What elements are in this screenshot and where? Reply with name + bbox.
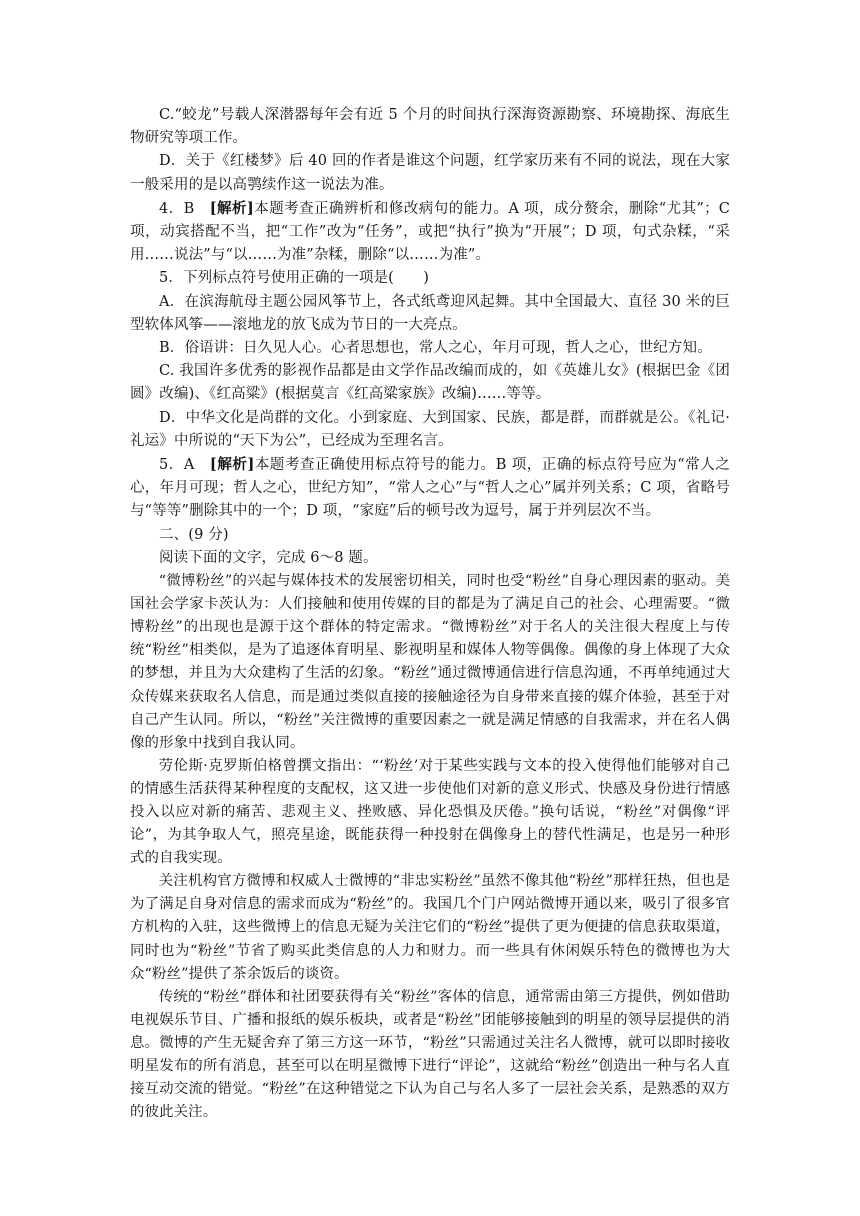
document-body [130,104,730,1124]
answer-4-explanation [130,197,730,268]
analysis-text: 本题考查正确使用标点符号的能力。B 项，正确的标点符号应为“常人之心，年月可现；哲人之心，世纪方知”，“常人之心”与“哲人之心”属并列关系；C 项，省略号与“等等”删除其中的一个；D 项，“家庭”后的顿号改为逗号，属于并列层次不当。 [130,457,731,520]
passage-paragraph-3: 关注机构官方微博和权威人士微博的“非忠实粉丝”虽然不像其他“粉丝”那样狂热，但也是为了满足自身对信息的需求而成为“粉丝”的。我国几个门户网站微博开通以来，吸引了很多官方机构的入驻，这些微博上的信息无疑为关注它们的“粉丝”提供了更为便捷的信息获取渠道，同时也为“粉丝”节省了购买此类信息的人力和财力。而一些具有休闲娱乐特色的微博也为大众“粉丝”提供了茶余饭后的谈资。 [130,873,730,982]
question-5-option-a: A．在滨海航母主题公园风筝节上，各式纸鸢迎风起舞。其中全国最大、直径 30 米的巨型软体风筝——滚地龙的放飞成为节日的一大亮点。 [130,293,730,333]
analysis-tag: [解析] [209,199,254,217]
answer-number: 4．B [159,200,210,217]
analysis-text: 本题考查正确辨析和修改病句的能力。A 项，成分赘余，删除“尤其”；C 项，动宾搭配不当，把“工作”改为“任务”，或把“执行”换为“开展”；D 项，句式杂糅，“采用……说法”与“以……为准”杂糅，删除“以……为准”。 [130,200,730,264]
question-5-option-c: C. 我国许多优秀的影视作品都是由文学作品改编而成的，如《英雄儿女》(根据巴金《团圆》改编)、《红高粱》(根据莫言《红高粱家族》改编)……等等。 [130,363,730,403]
reading-instruction: 阅读下面的文字，完成 6～8 题。 [159,549,378,566]
answer-number: 5．A [159,457,210,474]
passage-paragraph-1: “微博粉丝”的兴起与媒体技术的发展密切相关，同时也受“粉丝”自身心理因素的驱动。美国社会学家卡茨认为：人们接触和使用传媒的目的都是为了满足自己的社会、心理需要。“微博粉丝”的出现也是源于这个群体的特定需求。“微博粉丝”对于名人的关注很大程度上与传统“粉丝”相类似，是为了追逐体育明星、影视明星和媒体人物等偶像。偶像的身上体现了大众的梦想，并且为大众建构了生活的幻象。“粉丝”通过微博通信进行信息沟通，不再单纯通过大众传媒来获取名人信息，而是通过类似直接的接触途径为自身带来直接的媒介体验，甚至于对自己产生认同。所以，“粉丝”关注微博的重要因素之一就是满足情感的自我需求，并在名人偶像的形象中找到自我认同。 [130,573,730,751]
question-5-option-d: D．中华文化是尚群的文化。小到家庭、大到国家、民族，都是群，而群就是公。《礼记·礼运》中所说的“天下为公”，已经成为至理名言。 [130,409,730,449]
passage-paragraph-4: 传统的“粉丝”群体和社团要获得有关“粉丝”客体的信息，通常需由第三方提供，例如借助电视娱乐节目、广播和报纸的娱乐板块，或者是“粉丝”团能够接触到的明星的领导层提供的消息。微博的产生无疑舍弃了第三方这一环节，“粉丝”只需通过关注名人微博，就可以即时接收明星发布的所有消息，甚至可以在明星微博下进行“评论”，这就给“粉丝”创造出一种与名人直接互动交流的错觉。“粉丝”在这种错觉之下认为自己与名人多了一层社会关系，是熟悉的双方的彼此关注。 [130,988,730,1121]
question-5-option-b: B．俗语讲：日久见人心。心者思想也，常人之心，年月可现，哲人之心，世纪方知。 [159,340,712,357]
answer-5-explanation [130,453,730,524]
section-heading: 二、(9 分) [159,526,229,543]
question-5-stem: 5．下列标点符号使用正确的一项是( ) [159,270,430,287]
passage-paragraph-2: 劳伦斯·克罗斯伯格曾撰文指出：“‘粉丝’对于某些实践与文本的投入使得他们能够对自己的情感生活获得某种程度的支配权，这又进一步使他们对新的意义形式、快感及身份进行情感投入以应对新的痛苦、悲观主义、挫败感、异化恐惧及厌倦。”换句话说，“粉丝”对偶像“评论”，为其争取人气，照亮星途，既能获得一种投射在偶像身上的替代性满足，也是另一种形式的自我实现。 [130,757,730,867]
option-d-sentence: D．关于《红楼梦》后 40 回的作者是谁这个问题，红学家历来有不同的说法，现在大家一般采用的是以高鹗续作这一说法为准。 [130,153,730,193]
option-c-sentence: C.“蛟龙”号载人深潜器每年会有近 5 个月的时间执行深海资源勘察、环境勘探、海底生物研究等项工作。 [130,107,730,147]
analysis-tag: [解析] [209,456,255,474]
